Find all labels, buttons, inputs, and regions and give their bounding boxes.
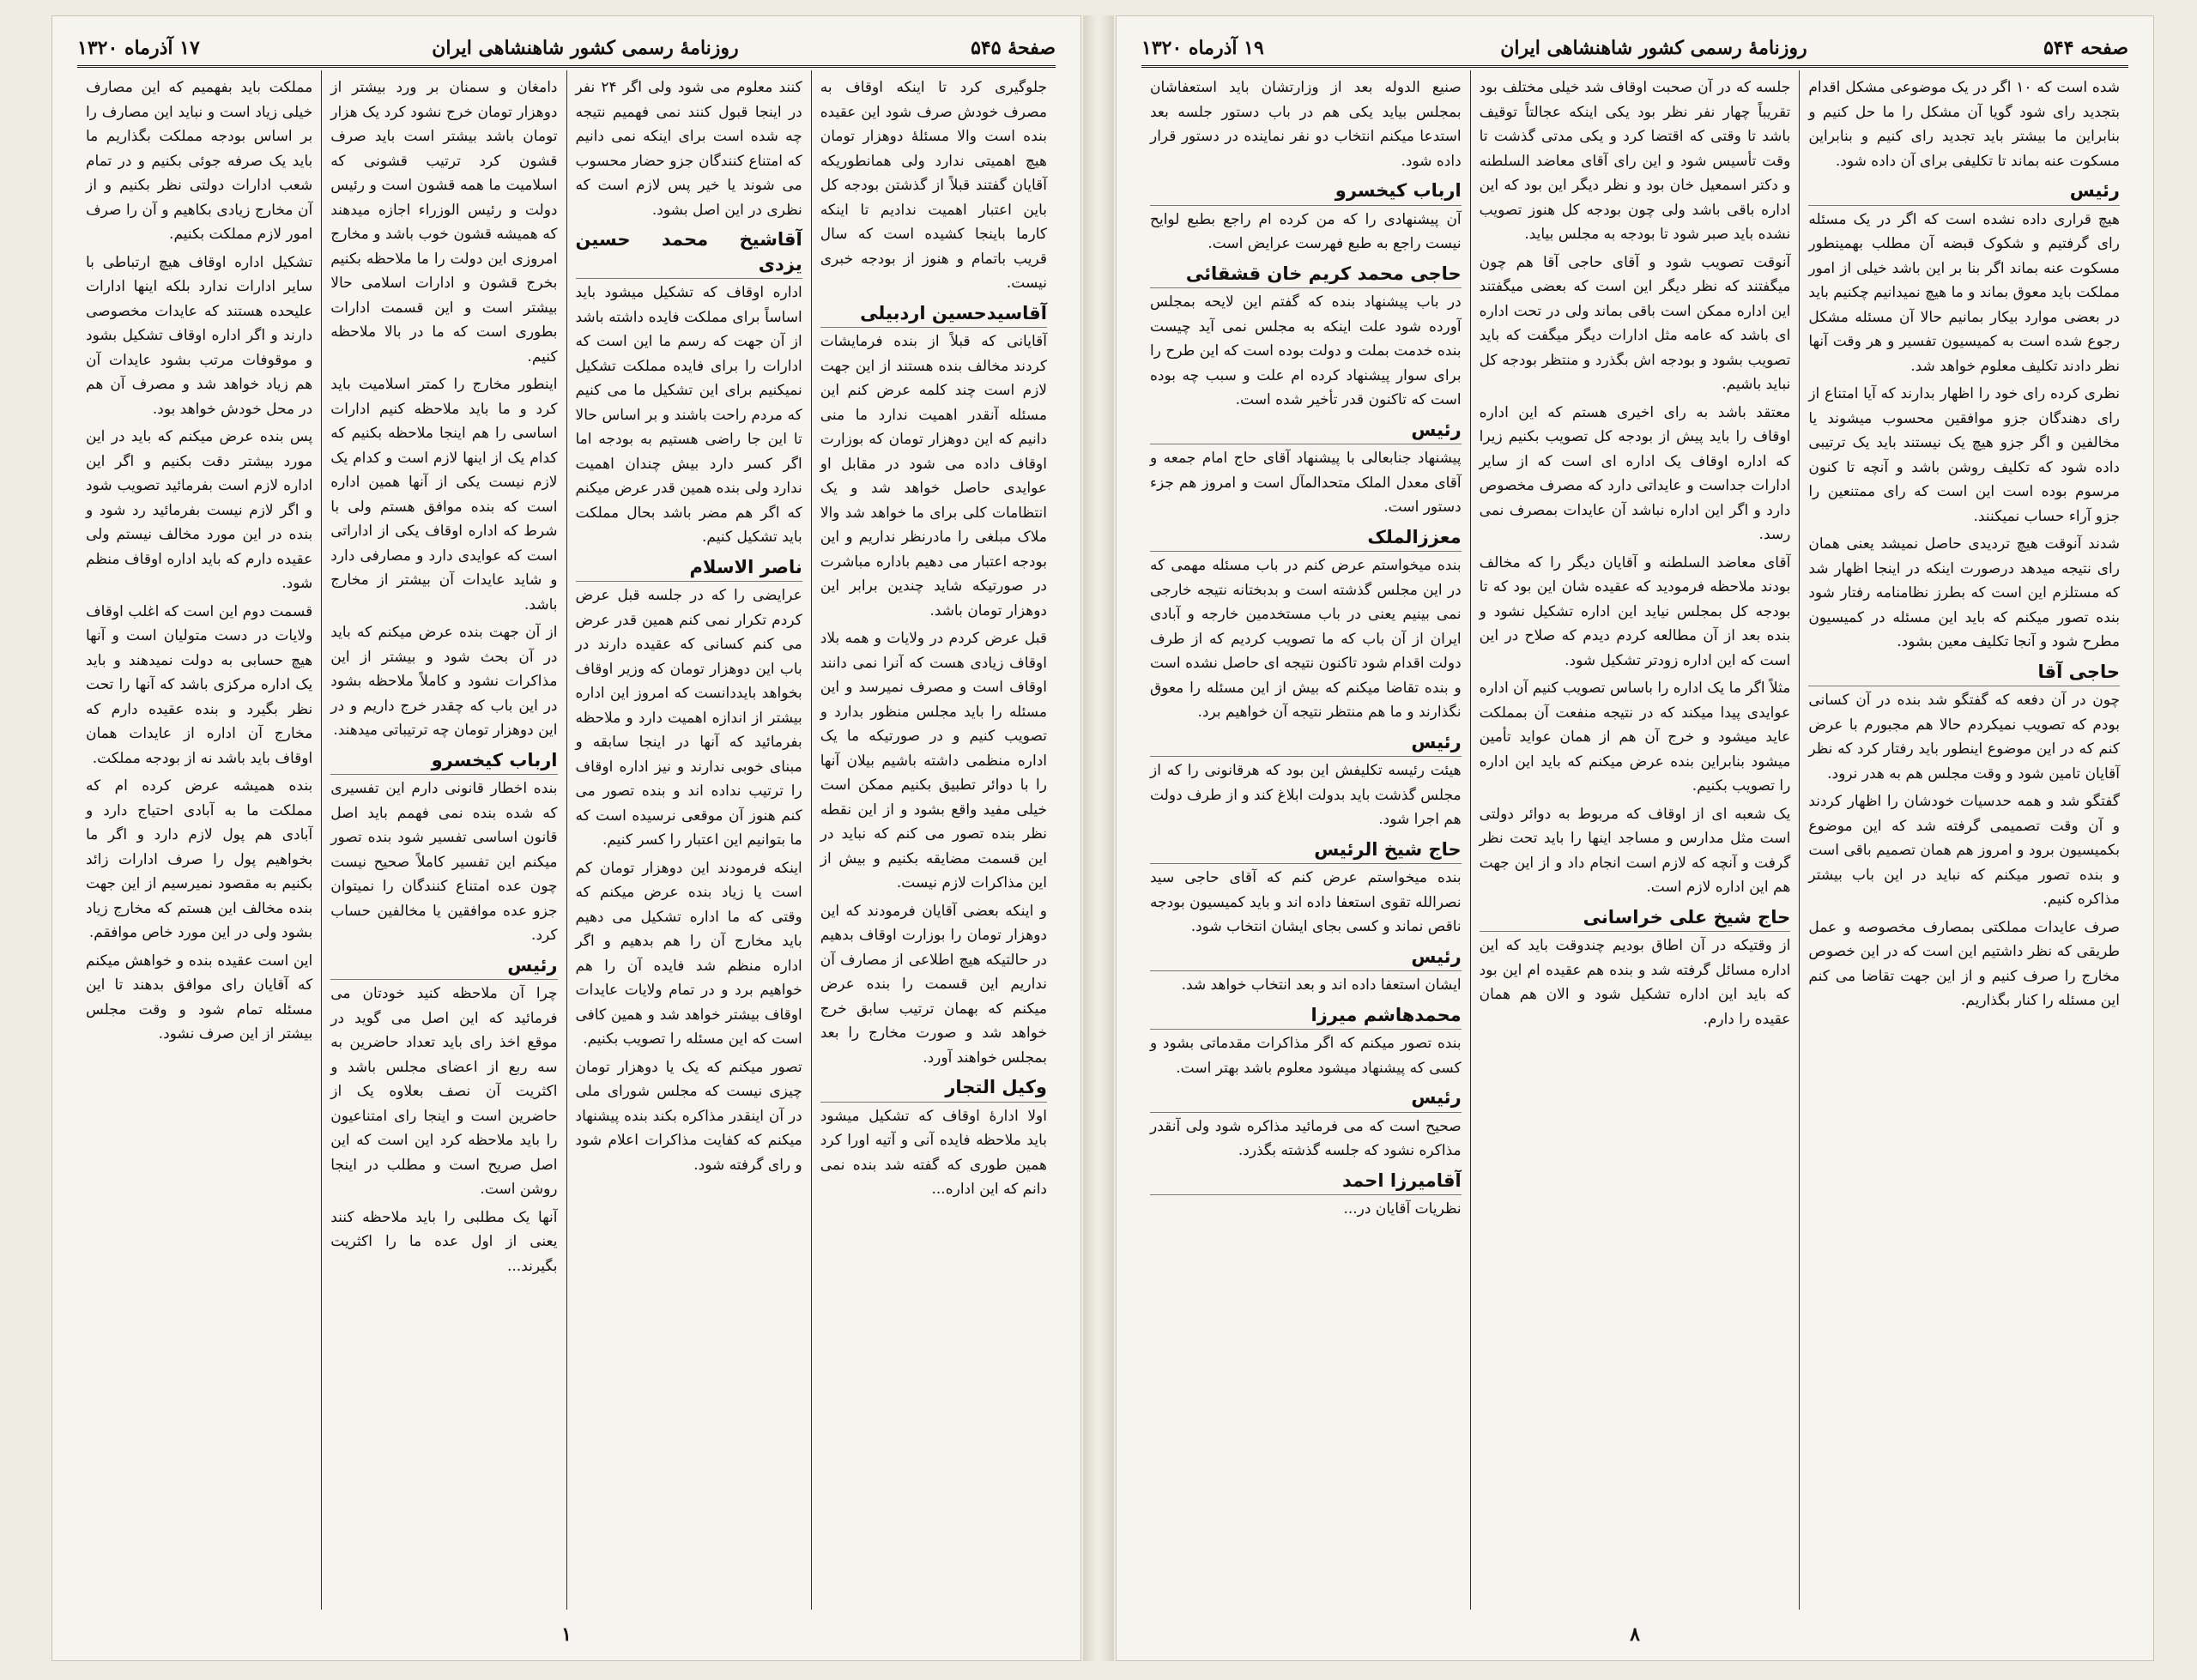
paragraph: صرف عایدات مملکتی بمصارف مخصوصه و عمل طریقی که نظر داشتیم این است که در این خصوص مخارج را صرف کنیم و از این جهت تقاضا می کنم این مسئله را کنار بگذاریم. [1808,918,2120,1009]
paragraph: چرا آن ملاحظه کنید خودتان می فرمائید که این اصل می گوید در موقع اخذ رای باید تعداد حاضرین به سه ربع از اعضای مجلس باشد و اکثریت آن نصف بعلاوه یک از حاضرین است و اینجا رای امتناعیون را باید ملاحظه کرد این است که این اصل صریح است و مطلب در اینجا روشن است. [330,985,558,1198]
speaker-name: محمدهاشم میرزا [1150,1003,1462,1030]
paragraph: از وقتیکه در آن اطاق بودیم چندوقت باید که این اداره مسائل گرفته شد و بنده هم عقیده ام این بود که باید این اداره تشکیل شود و الان هم همان عقیده را دارم. [1479,937,1791,1028]
paragraph: شدند آنوقت هیچ تردیدی حاصل نمیشد یعنی همان رای نتیجه میدهد درصورت اینکه در اینجا اظهار شد که مستلزم این است که بطرز نظامنامه رفتار شود بنده تصور میکنم که باید این مسئله در کمیسیون مطرح شود و آنجا تکلیف معین بشود. [1808,535,2120,650]
left-header-date: ۱۷ آذرماه ۱۳۲۰ [77,37,200,59]
paragraph: قسمت دوم این است که اغلب اوقاف ولایات در دست متولیان است و آنها هیچ حسابی به دولت نمیدهند و باید یک اداره مرکزی باشد که آنها را تحت نظر بگیرد و بنده عقیده دارم که مخارج آن اداره از عایدات همان اوقاف باید باشد نه از بودجه مملکت. [86,602,313,767]
speaker-name: آقامیرزا احمد [1150,1169,1462,1196]
paragraph: گفتگو شد و همه حدسیات خودشان را اظهار کردند و آن وقت تصمیمی گرفته شد که این موضوع بکمیسیون برود و امروز هم همان تصمیم باقی است و بنده تصور میکنم که نباید در این باب بیشتر مذاکره کنیم. [1808,793,2120,908]
right-header-title: روزنامهٔ رسمی کشور شاهنشاهی ایران [1500,37,1807,59]
right-page-column-3 [1141,70,1470,1610]
speaker-name: رئیس [1150,418,1462,445]
paragraph: اولا ادارهٔ اوقاف که تشکیل میشود باید ملاحظه فایده آنی و آتیه اورا کرد همین طوری که گفته شد بنده نمی دانم که این اداره... [820,1107,1047,1198]
left-page-column-1 [811,70,1056,1610]
paragraph: قبل عرض کردم در ولایات و همه بلاد اوقاف زیادی هست که آنرا نمی دانند اوقاف است و مصرف نمیرسد و این مسئله را باید مجلس منظور بدارد و تصویب کنیم و در صورتیکه ما یک اداره منظمی داشته باشیم بیلان آنها را با دوائر تطبیق بکنیم ممکن است خیلی مفید واقع بشود و از این نقطه نظر بنده تصور می کنم که نباید در این قسمت مضایقه بکنیم و بیش از این مذاکرات لازم نیست. [820,630,1047,891]
paragraph: نظری کرده رای خود را اظهار بدارند که آیا امتناع از رای دهندگان جزو موافقین محسوب میشوند یا مخالفین و اگر جزو هیچ یک نیستند باید یک ترتیبی داده شود که تکلیف روشن باشد و آنچه تا کنون مرسوم بوده است این است که رای ممتنعین را جزو آراء حساب نمیکنند. [1808,385,2120,525]
paragraph: یک شعبه ای از اوقاف که مربوط به دوائر دولتی است مثل مدارس و مساجد اینها را باید تحت نظر گرفت و آنچه که لازم است انجام داد و از این جهت هم این اداره لازم است. [1479,805,1791,896]
paragraph: مملکت باید بفهمیم که این مصارف خیلی زیاد است و نباید این مصارف را بر اساس بودجه مملکت بگذاریم ما باید یک صرفه جوئی بکنیم و در تمام شعب ادارات دولتی نظر بکنیم و از آن مخارج زیادی بکاهیم و آن را صرف امور لازم مملکت بکنیم. [86,79,313,243]
paragraph: جلسه که در آن صحبت اوقاف شد خیلی مختلف بود تقریباً چهار نفر نظر بود یکی اینکه عجالتاً توقیف باشد تا وقتی که اقتضا کرد و یکی مدتی گذشت تا وقت تأسیس شود و این رای آقای معاضد السلطنه و دکتر اسمعیل خان بود و نظر دیگر این بود که این اداره باقی باشد ولی چون بودجه کل هنوز تصویب نشده باید صبر شود تا بودجه به مجلس بیاید. [1479,79,1791,243]
left-page-columns [77,70,1056,1610]
paragraph: تصور میکنم که یک یا دوهزار تومان چیزی نیست که مجلس شورای ملی در آن اینقدر مذاکره بکند بنده پیشنهاد میکنم که کفایت مذاکرات اعلام شود و رای گرفته شود. [575,1058,802,1174]
paragraph: هیچ قراری داده نشده است که اگر در یک مسئله رای گرفتیم و شکوک قبضه آن مطلب بهمینطور مسکوت عنه بماند اگر بنا بر این باشد خیلی از امور مملکت باید معوق بماند و ما هیچ نمیدانیم چکنیم باید در بعضی موارد بیکار بمانیم حالا آن مسئله مشکل رجوع شده است به کمیسیون تفسیر و هر وقت آنها نظر دادند تکلیف معلوم خواهد شد. [1808,210,2120,375]
paragraph: دامغان و سمنان بر ورد بیشتر از دوهزار تومان خرج نشود کرد یک هزار تومان باشد بیشتر است باید صرف قشون کرد ترتیب قشونی که اسلامیت ما همه قشون است و رئیس دولت و رئیس الوزراء اجازه میدهند که همیشه قشون خوب باشد و مخارج امروزی این دولت را ما ملاحظه بکنیم بخرج قشون و ادارات اسلامی حالا بیشتر است و این قسمت ادارات بطوری است که ما در بالا ملاحظه کنیم. [330,79,558,366]
right-header-date: ۱۹ آذرماه ۱۳۲۰ [1141,37,1264,59]
left-page-column-3 [321,70,566,1610]
speaker-name: حاجی آقا [1808,660,2120,687]
right-page-column-2 [1470,70,1800,1610]
paragraph: صنیع الدوله بعد از وزارتشان باید استعفاشان بمجلس بیاید یکی هم در باب دستور جلسه بعد استدعا میکنم انتخاب دو نفر نماینده در دستور قرار داده شود. [1149,79,1462,170]
speaker-name: رئیس [330,953,557,981]
paragraph: آن پیشنهادی را که من کرده ام راجع بطبع لوایح نیست راجع به طبع فهرست عرایض است. [1149,210,1462,252]
right-page-columns [1141,70,2128,1610]
speaker-name: رئیس [1150,730,1462,758]
right-page [1116,15,2154,1661]
left-page-folio: ۱ [561,1623,572,1646]
paragraph: آنها یک مطلبی را باید ملاحظه کنند یعنی از اول عده ما را اکثریت بگیرند... [330,1208,558,1275]
right-page-column-1 [1799,70,2128,1610]
paragraph: از آن جهت بنده عرض میکنم که باید در آن بحث شود و بیشتر از این مذاکرات نشود و کاملاً ملاحظه بشود در این باب که چقدر خرج داریم و در این دوهزار تومان چه ترتیباتی میدهند. [330,624,558,739]
speaker-name: حاج شیخ الرئیس [1150,837,1462,865]
page-gutter [1083,15,1114,1661]
paragraph: بنده تصور میکنم که اگر مذاکرات مقدماتی بشود و کسی که پیشنهاد میشود معلوم باشد بهتر است. [1149,1035,1462,1077]
paragraph: کنند معلوم می شود ولی اگر ۲۴ نفر در اینجا قبول کنند نمی فهمیم نتیجه چه شده است برای اینکه نمی دانیم که امتناع کنندگان جزو حضار محسوب می شوند یا خیر پس لازم است که نظری در این اصل بشود. [575,79,802,219]
paragraph: و اینکه بعضی آقایان فرمودند که این دوهزار تومان را بوزارت اوقاف بدهیم در حالتیکه هیچ اطلاعی از مصارف آن نداریم این قسمت را بنده عرض میکنم که بهمان ترتیب سابق خرج خواهد شد و صورت مخارج را بعد بمجلس خواهند آورد. [820,902,1047,1067]
left-header-title: روزنامهٔ رسمی کشور شاهنشاهی ایران [432,37,739,59]
speaker-name: آقاشیخ محمد حسین یزدی [576,227,802,279]
paragraph: صحیح است که می فرمائید مذاکره شود ولی آنقدر مذاکره نشود که جلسه گذشته بگذرد. [1149,1117,1462,1159]
speaker-name: آقاسیدحسین اردبیلی [820,301,1047,329]
paragraph: پیشنهاد جنابعالی با پیشنهاد آقای حاج امام جمعه و آقای معدل الملک متحدالمآل است و امروز هم جزء دستور است. [1149,450,1462,516]
paragraph: مثلاً اگر ما یک اداره را باساس تصویب کنیم آن اداره عوایدی پیدا میکند که در نتیجه منفعت آن بمملکت عاید میشود و خرج آن هم از همان عواید تأمین میشود بنابراین بنده عرض میکنم که باید این اداره را تصویب بکنیم. [1479,680,1791,795]
left-page-column-2 [566,70,811,1610]
paragraph: نظریات آقایان در... [1343,1200,1462,1218]
speaker-name: ارباب کیخسرو [330,748,557,776]
paragraph: چون در آن دفعه که گفتگو شد بنده در آن کسانی بودم که تصویب نمیکردم حالا هم مجبورم با عرض کنم که در این موضوع اینطور باید رفتار کرد که نظر آقایان تامین شود و وقت مجلس هم به هدر نرود. [1808,692,2120,783]
speaker-name: وکیل التجار [820,1075,1047,1103]
speaker-name: معززالملک [1150,525,1462,553]
left-page-header [77,31,1056,68]
paragraph: در باب پیشنهاد بنده که گفتم این لایحه بمجلس آورده شود علت اینکه به مجلس نمی آید چیست بنده خدمت بملت و دولت بوده است که این طرح را برای سوار پیشنهاد کرده ام علت و سبب چه بوده است که تاکنون قدر تأخیر شده است. [1149,293,1462,408]
paragraph: جلوگیری کرد تا اینکه اوقاف به مصرف خودش صرف شود این عقیده بنده است والا مسئلهٔ دوهزار تومان هیچ اهمیتی ندارد ولی همانطوریکه آقایان گفتند قبلاً از گذشتن بودجه کل باین اعتبار اهمیت ندادیم تا اینکه کارما باینجا کشیده است که سال قریب باتمام و هنوز از بودجه خبری نیست. [820,79,1047,292]
speaker-name: ناصر الاسلام [576,555,802,583]
paragraph: معتقد باشد به رای اخیری هستم که این اداره اوقاف را باید پیش از بودجه کل تصویب بکنیم زیرا که اداره اوقاف یک اداره ای است که از سایر ادارات جداست و عایداتی دارد که مصرف مخصوص دارد و اگر این اداره نباشد آن عایدات بمصرف نمی رسد. [1479,403,1791,543]
speaker-name: حاجی محمد کریم خان قشقائی [1150,262,1462,289]
speaker-name: ارباب کیخسرو [1150,178,1462,206]
paragraph: تشکیل اداره اوقاف هیچ ارتباطی با سایر ادارات ندارد بلکه اینها ادارات علیحده هستند که عایدات مخصوصی دارند و اگر اداره اوقاف تشکیل بشود و موقوفات مرتب بشود عایدات آن هم زیاد خواهد شد و مصرف آن هم در محل خودش خواهد بود. [86,253,313,418]
paragraph: این است عقیده بنده و خواهش میکنم که آقایان رای موافق بدهند تا این مسئله تمام شود و وقت مجلس بیشتر از این صرف نشود. [86,952,313,1042]
right-header-page-label: صفحه ۵۴۴ [2043,37,2128,59]
paragraph: اداره اوقاف که تشکیل میشود باید اساساً برای مملکت فایده داشته باشد از آن جهت که رسم ما این است که ادارات را برای فایده مملکت تشکیل نمیکنیم برای این تشکیل ما می کنیم که مردم راحت باشند و بر اساس حالا تا این جا راضی هستیم به بودجه اما اگر کسر دارد بیش چندان اهمیت ندارد ولی بنده همین قدر عرض میکنم که اگر هم مضر باشد بحال مملکت باید تشکیل کنیم. [575,284,802,546]
left-page-column-4 [77,70,321,1610]
paragraph: اینطور مخارج را کمتر اسلامیت باید کرد و ما باید ملاحظه کنیم ادارات اساسی را هم اینجا ملاحظه بکنیم که کدام یک از اینها لازم است و کدام یک لازم نیست یکی از آنها همین اداره است که بنده موافق هستم ولی با شرط که اداره اوقاف یکی از اداراتی است که عوایدی دارد و مصارفی دارد و شاید عایدات آن بیشتر از مخارج باشد. [330,376,558,613]
paragraph: ایشان استعفا داده اند و بعد انتخاب خواهد شد. [1181,976,1462,994]
paragraph: آقای معاضد السلطنه و آقایان دیگر را که مخالف بودند ملاحظه فرمودید که عقیده شان این بود که تا بودجه کل بمجلس نیاید این اداره تشکیل نشود و بنده بعد از آن مطالعه کردم دیدم که صلاح در این است که این اداره زودتر تشکیل شود. [1479,553,1791,669]
paragraph: اینکه فرمودند این دوهزار تومان کم است یا زیاد بنده عرض میکنم که وقتی که ما اداره تشکیل می دهیم باید مخارج آن را هم بدهیم و اگر اداره منظم شد فایده آن را هم خواهیم برد و در تمام ولایات عایدات اوقاف بیشتر خواهد شد و همین کافی است که این مسئله را تصویب بکنیم. [575,859,802,1048]
left-page [51,15,1081,1661]
paragraph: آقایانی که قبلاً از بنده فرمایشات کردند مخالف بنده هستند از این جهت لازم است چند کلمه عرض کنم این مسئله آنقدر اهمیت ندارد ما منی دانیم که این دوهزار تومان که بوزارت اوقاف داده می شود در مقابل او عوایدی حاصل خواهد شد و یک انتظامات کلی برای ما خواهد شد والا ملاک مبلغی را مادرنظر نداریم و این بودجه اعتبار می دهیم باداره مباشرت در صورتیکه شاید چندین برابر این دوهزار تومان باشد. [820,333,1047,619]
paragraph: آنوقت تصویب شود و آقای حاجی آقا هم چون میگفتند که نظر دیگر این است که بعضی میگفتند این اداره ممکن است باقی بماند ولی در تحت اداره ای باشد که عامه مثل ادارات دیگر میگفت که باید تصویب بشود و بودجه اش بگذرد و منتظر بودجه کل نباید باشیم. [1479,253,1791,393]
speaker-name: رئیس [1150,945,1462,972]
left-header-page-label: صفحهٔ ۵۴۵ [971,37,1056,59]
right-page-folio: ۸ [1630,1623,1640,1646]
speaker-name: رئیس [1808,178,2120,206]
paragraph: شده است که ۱۰ اگر در یک موضوعی مشکل اقدام بتجدید رای شود گویا آن مشکل را ما حل کنیم و بنابراین ما بیشتر باید تجدید رای کنیم و بنابراین مسکوت عنه بماند تا تکلیفی برای آن داده شود. [1808,79,2120,170]
speaker-name: حاج شیخ علی خراسانی [1480,905,1791,933]
speaker-name: رئیس [1150,1085,1462,1113]
paragraph: بنده اخطار قانونی دارم این تفسیری که شده بنده نمی فهمم باید اصل قانون اساسی تفسیر شود بنده تصور میکنم این تفسیر کاملاً صحیح نیست چون عده امتناع کنندگان را نمیتوان جزو عده موافقین یا مخالفین حساب کرد. [330,780,558,944]
paragraph: بنده همیشه عرض کرده ام که مملکت ما به آبادی احتیاج دارد و آبادی هم پول لازم دارد و اگر ما بخواهیم پول را صرف ادارات زائد بکنیم به مقصود نمیرسیم از این جهت بنده مخالف این هستم که مخارج زیاد بشود ولی در این مورد خاص موافقم. [86,777,313,941]
paragraph: هیئت رئیسه تکلیفش این بود که هرقانونی را که از مجلس گذشت باید بدولت ابلاغ کند و از طرف دولت هم اجرا شود. [1149,762,1462,828]
paragraph: بنده میخواستم عرض کنم که آقای حاجی سید نصرالله تقوی استعفا داده اند و باید کمیسیون بودجه ناقص نماند و کسی بجای ایشان انتخاب شود. [1149,869,1462,935]
paragraph: بنده میخواستم عرض کنم در باب مسئله مهمی که در این مجلس گذشته است و بدبختانه نتیجه خارجی نمی بینیم یعنی در باب مستخدمین خارجه و آبادی ایران از آن باب که ما تصویب کردیم که از طرف دولت اقدام شود تاکنون نتیجه ای حاصل نشده است و بنده تقاضا میکنم که بیش از این مسئله را معوق نگذارند و ما هم منتظر نتیجه آن خواهیم برد. [1149,557,1462,721]
paragraph: پس بنده عرض میکنم که باید در این مورد بیشتر دقت بکنیم و اگر این اداره لازم است بفرمائید تصویب شود و اگر لازم نیست بفرمائید رد شود و بنده در این مورد مخالف نیستم ولی عقیده دارم که باید اداره اوقاف منظم شود. [86,428,313,592]
paragraph: عرایضی را که در جلسه قبل عرض کردم تکرار نمی کنم همین قدر عرض می کنم کسانی که عقیده دارند در باب این دوهزار تومان که وزیر اوقاف بخواهد بایددانست که امروز این اداره بیشتر از اندازه اهمیت دارد و ملاحظه بفرمائید که آنها در اینجا سابقه و مبنای خوبی ندارند و نیز اداره اوقاف را ترتیب نداده اند و بنده تصور می کنم هنوز آن موقعی نرسیده است که ما بتوانیم این اعتبار را کسر کنیم. [575,587,802,849]
right-page-header [1141,31,2128,68]
